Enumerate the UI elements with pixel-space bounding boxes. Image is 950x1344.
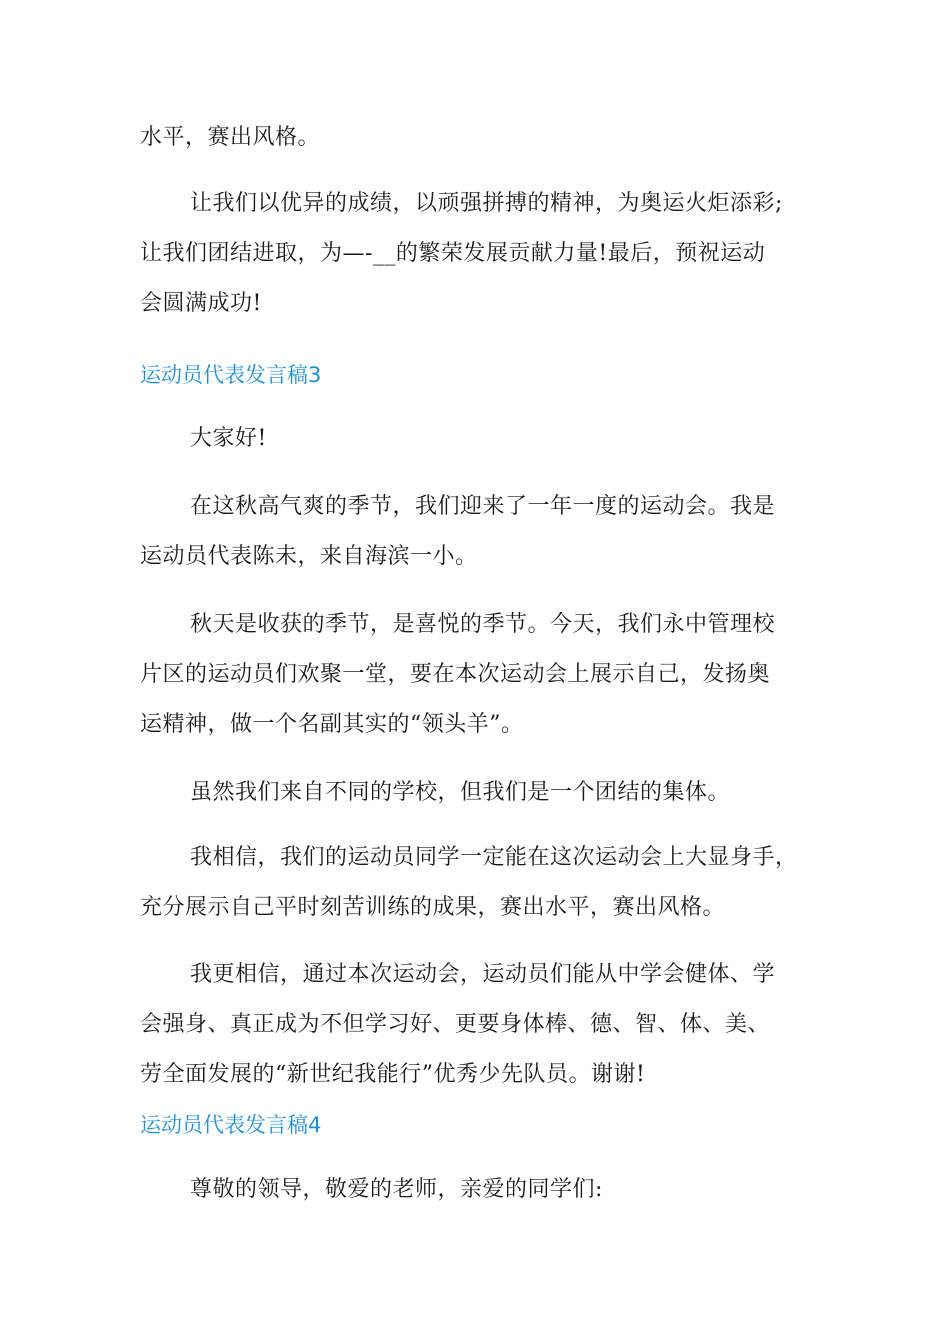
text-line: 我相信，我们的运动员同学一定能在这次运动会上大显身手，: [190, 845, 798, 870]
section-heading-3: 运动员代表发言稿3: [140, 363, 322, 387]
text-line: 虽然我们来自不同的学校，但我们是一个团结的集体。: [190, 780, 731, 805]
text-line: 秋天是收获的季节，是喜悦的季节。今天，我们永中管理校: [190, 612, 776, 637]
text-line: 水平，赛出风格。: [140, 125, 321, 150]
text-line: 劳全面发展的“新世纪我能行”优秀少先队员。谢谢!: [140, 1062, 646, 1087]
text-line: 运动员代表陈未，来自海滨一小。: [140, 544, 478, 569]
text-line: 充分展示自己平时刻苦训练的成果，赛出水平，赛出风格。: [140, 895, 726, 920]
text-line: 我更相信，通过本次运动会，运动员们能从中学会健体、学: [190, 962, 776, 987]
text-line: 在这秋高气爽的季节，我们迎来了一年一度的运动会。我是: [190, 494, 776, 519]
text-line: 会圆满成功!: [140, 291, 262, 316]
text-line: 大家好!: [190, 426, 267, 451]
text-line: 会强身、真正成为不但学习好、更要身体棒、德、智、体、美、: [140, 1012, 771, 1037]
text-line: 让我们以优异的成绩，以顽强拼搏的精神，为奥运火炬添彩;: [190, 191, 783, 216]
text-line: 尊敬的领导，敬爱的老师，亲爱的同学们:: [190, 1177, 603, 1202]
section-heading-4: 运动员代表发言稿4: [140, 1113, 322, 1137]
text-line: 片区的运动员们欢聚一堂，要在本次运动会上展示自己，发扬奥: [140, 662, 771, 687]
text-line: 运精神，做一个名副其实的“领头羊”。: [140, 712, 524, 737]
text-line: 让我们团结进取，为—-__的繁荣发展贡献力量!最后，预祝运动: [140, 241, 766, 266]
